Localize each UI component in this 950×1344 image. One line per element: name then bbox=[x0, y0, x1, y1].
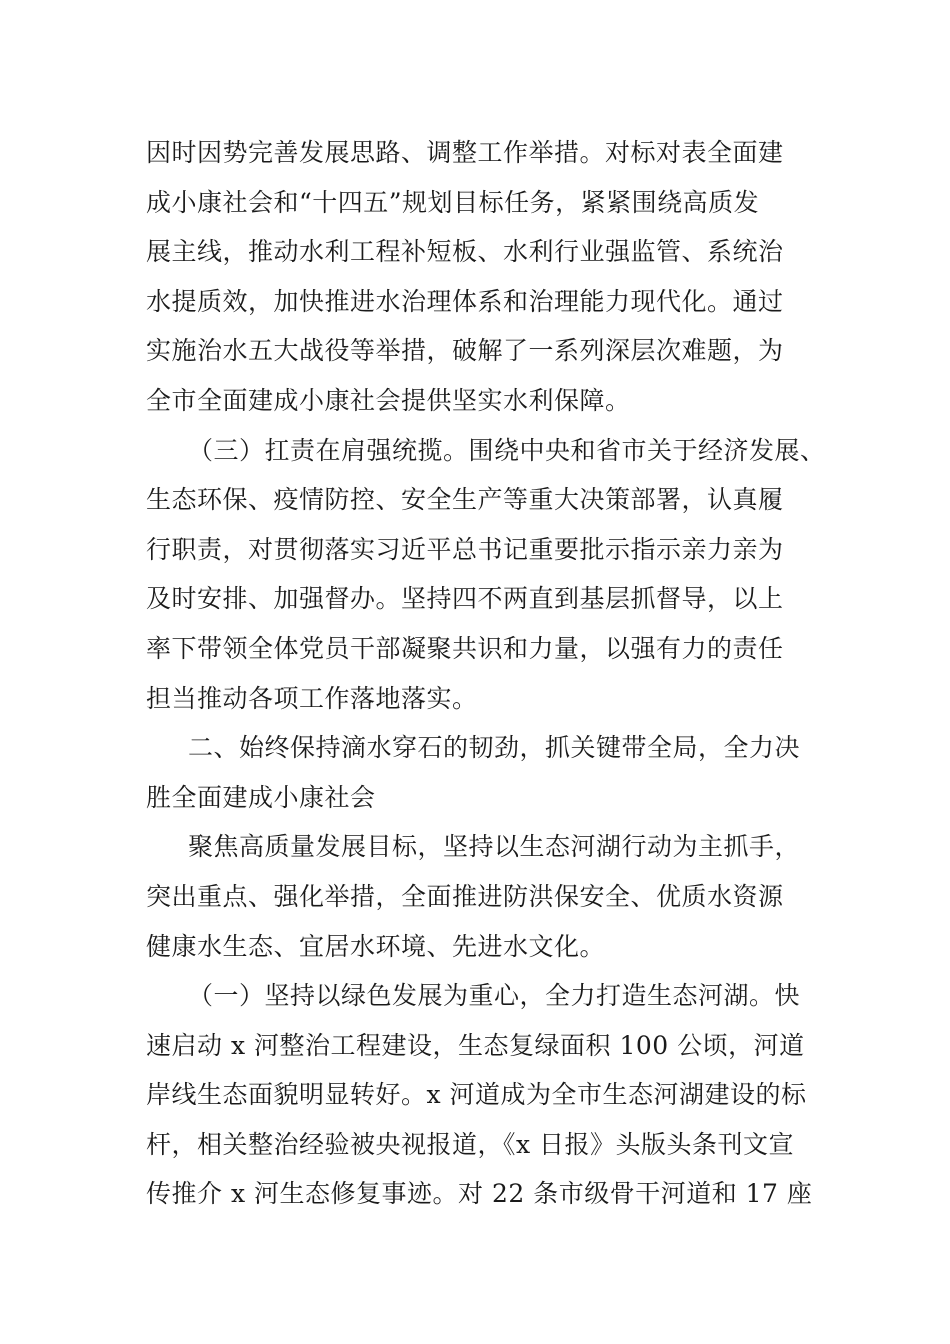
text-line: 担当推动各项工作落地落实。 bbox=[146, 683, 478, 713]
text-line: 水提质效，加快推进水治理体系和治理能力现代化。通过 bbox=[146, 286, 784, 316]
text-line: 突出重点、强化举措，全面推进防洪保安全、优质水资源 bbox=[146, 881, 784, 911]
text-line: 传推介 x 河生态修复事迹。对 22 条市级骨干河道和 17 座 bbox=[146, 1179, 813, 1209]
text-line: 展主线，推动水利工程补短板、水利行业强监管、系统治 bbox=[146, 237, 784, 267]
text-line: 胜全面建成小康社会 bbox=[146, 782, 376, 812]
text-line: 岸线生态面貌明显转好。x 河道成为全市生态河湖建设的标 bbox=[146, 1080, 807, 1110]
text-line: 率下带领全体党员干部凝聚共识和力量，以强有力的责任 bbox=[146, 633, 784, 663]
text-line: 速启动 x 河整治工程建设，生态复绿面积 100 公顷，河道 bbox=[146, 1030, 805, 1060]
text-line: 因时因势完善发展思路、调整工作举措。对标对表全面建 bbox=[146, 138, 784, 167]
text-line: （三）扛责在肩强统揽。围绕中央和省市关于经济发展、 bbox=[188, 435, 826, 465]
text-line: 二、始终保持滴水穿石的韧劲，抓关键带全局，全力决 bbox=[188, 733, 801, 763]
document-body bbox=[146, 128, 826, 1219]
text-line: 成小康社会和“十四五”规划目标任务，紧紧围绕高质发 bbox=[146, 187, 760, 217]
text-line: 行职责，对贯彻落实习近平总书记重要批示指示亲力亲为 bbox=[146, 534, 784, 564]
text-line: 实施治水五大战役等举措，破解了一系列深层次难题，为 bbox=[146, 336, 784, 366]
text-line: 生态环保、疫情防控、安全生产等重大决策部署，认真履 bbox=[146, 485, 784, 515]
text-line: 杆，相关整治经验被央视报道，《x 日报》头版头条刊文宣 bbox=[146, 1129, 795, 1159]
text-line: 全市全面建成小康社会提供坚实水利保障。 bbox=[146, 385, 631, 415]
text-line: 及时安排、加强督办。坚持四不两直到基层抓督导，以上 bbox=[146, 584, 784, 614]
text-line: 健康水生态、宜居水环境、先进水文化。 bbox=[146, 931, 606, 961]
text-line: 聚焦高质量发展目标，坚持以生态河湖行动为主抓手， bbox=[188, 832, 801, 862]
text-line: （一）坚持以绿色发展为重心，全力打造生态河湖。快 bbox=[188, 981, 801, 1011]
